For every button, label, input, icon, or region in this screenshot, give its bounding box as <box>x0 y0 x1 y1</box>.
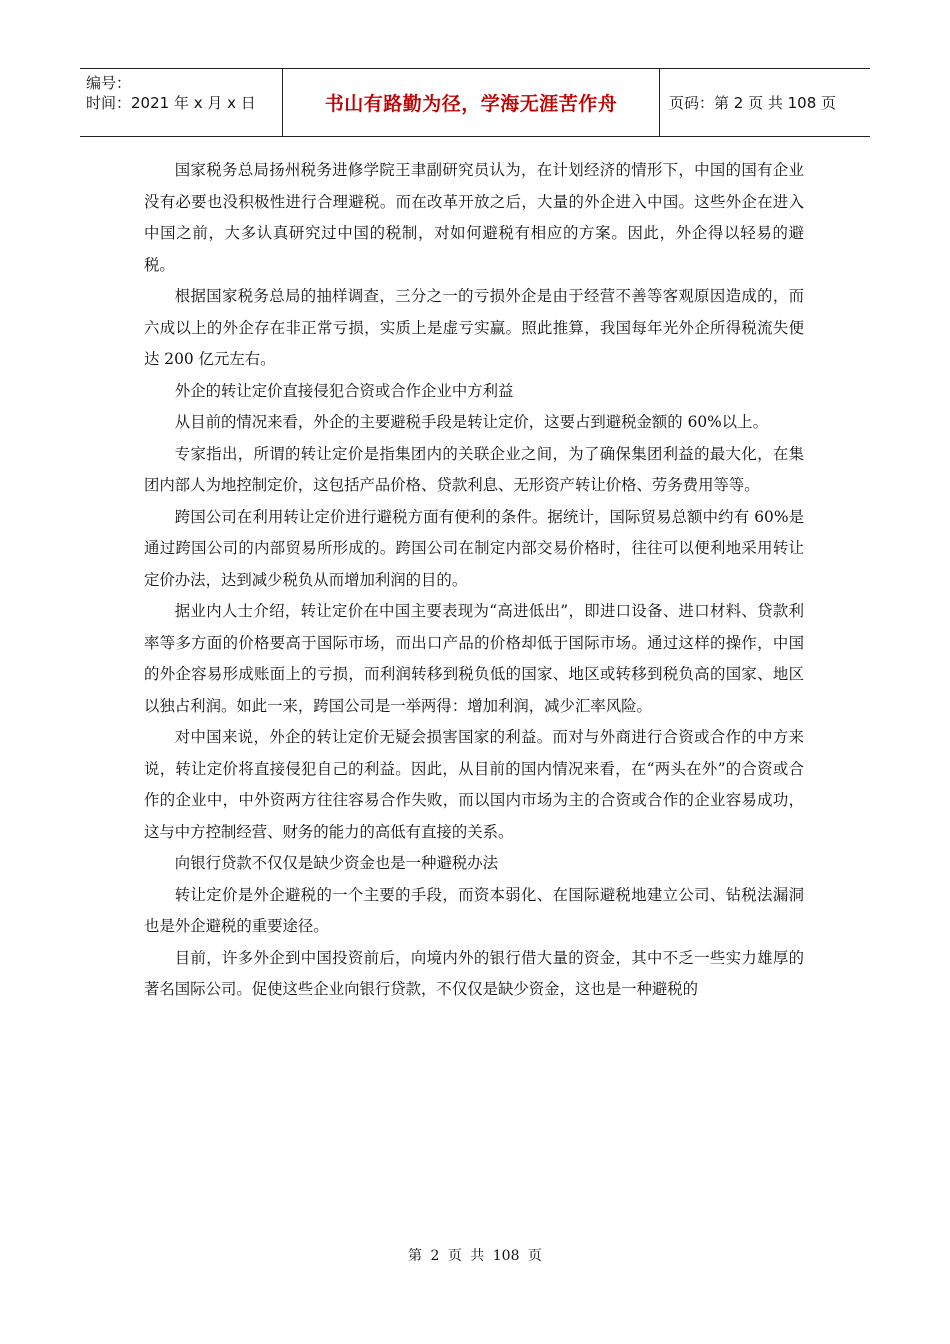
paragraph: 根据国家税务总局的抽样调查，三分之一的亏损外企是由于经营不善等客观原因造成的，而六成以上的外企存在非正常亏损，实质上是虚亏实赢。照此推算，我国每年光外企所得税流失便达 200 亿元左右。 <box>144 287 804 368</box>
document-body <box>144 155 804 1006</box>
paragraph: 跨国公司在利用转让定价进行避税方面有便利的条件。据统计，国际贸易总额中约有 60%是通过跨国公司的内部贸易所形成的。跨国公司在制定内部交易价格时，往往可以便利地采用转让定价办法，达到减少税负从而增加利润的目的。 <box>144 507 804 589</box>
header-page-info: 页码：第 2 页 共 108 页 <box>669 94 837 112</box>
header-motto: 书山有路勤为径，学海无涯苦作舟 <box>283 69 660 136</box>
header-meta <box>80 69 283 136</box>
paragraph: 对中国来说，外企的转让定价无疑会损害国家的利益。而对与外商进行合资或合作的中方来说，转让定价将直接侵犯自己的利益。因此，从目前的国内情况来看，在“两头在外”的合资或合作的企业中，中外资两方往往容易合作失败，而以国内市场为主的合资或合作的企业容易成功，这与中方控制经营、财务的能力的高低有直接的关系。 <box>144 728 804 841</box>
paragraph: 从目前的情况来看，外企的主要避税手段是转让定价，这要占到避税金额的 60%以上。 <box>174 413 768 431</box>
paragraph: 专家指出，所谓的转让定价是指集团内的关联企业之间，为了确保集团利益的最大化，在集团内部人为地控制定价，这包括产品价格、贷款利息、无形资产转让价格、劳务费用等等。 <box>144 444 804 494</box>
document-date: 时间：2021 年 x 月 x 日 <box>86 94 256 112</box>
paragraph: 目前，许多外企到中国投资前后，向境内外的银行借大量的资金，其中不乏一些实力雄厚的著名国际公司。促使这些企业向银行贷款，不仅仅是缺少资金，这也是一种避税的 <box>144 948 804 998</box>
page-header <box>80 68 870 137</box>
paragraph: 转让定价是外企避税的一个主要的手段，而资本弱化、在国际避税地建立公司、钻税法漏洞也是外企避税的重要途径。 <box>144 885 804 935</box>
paragraph: 国家税务总局扬州税务进修学院王聿副研究员认为，在计划经济的情形下，中国的国有企业没有必要也没积极性进行合理避税。而在改革开放之后，大量的外企进入中国。这些外企在进入中国之前，大多认真研究过中国的税制，对如何避税有相应的方案。因此，外企得以轻易的避税。 <box>144 161 804 274</box>
page-footer: 第 2 页 共 108 页 <box>408 1248 542 1264</box>
document-number-label: 编号： <box>86 74 132 92</box>
section-heading: 向银行贷款不仅仅是缺少资金也是一种避税办法 <box>174 854 499 872</box>
section-heading: 外企的转让定价直接侵犯合资或合作企业中方利益 <box>174 381 514 400</box>
paragraph: 据业内人士介绍，转让定价在中国主要表现为“高进低出”，即进口设备、进口材料、贷款利率等多方面的价格要高于国际市场，而出口产品的价格却低于国际市场。通过这样的操作，中国的外企容易形成账面上的亏损，而利润转移到税负低的国家、地区或转移到税负高的国家、地区以独占利润。如此一来，跨国公司是一举两得：增加利润，减少汇率风险。 <box>144 602 804 715</box>
